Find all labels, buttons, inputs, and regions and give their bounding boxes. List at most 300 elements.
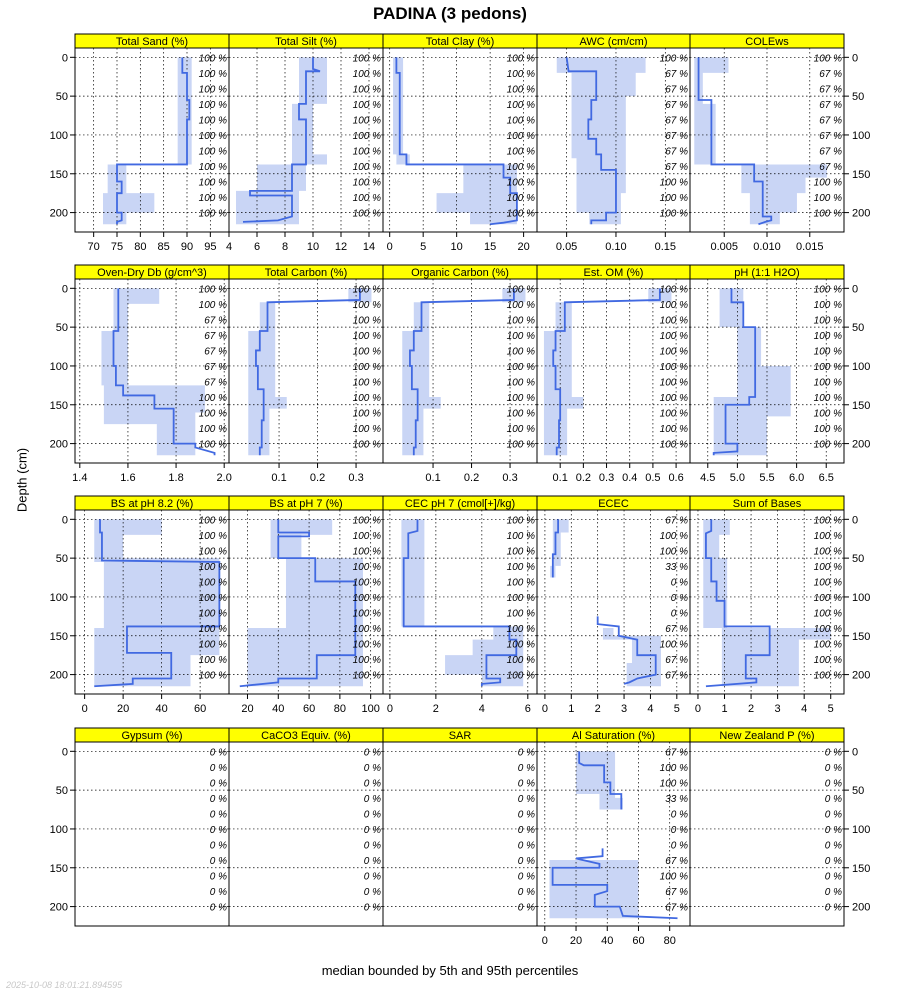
panel-12-pct-label: 100 % xyxy=(506,592,535,604)
panel-9-pct-label: 100 % xyxy=(813,393,842,405)
panel-8-xtick-label: 0.3 xyxy=(598,472,615,484)
panel-10-pct-label: 100 % xyxy=(198,655,227,667)
panel-1-pct-label: 100 % xyxy=(352,162,381,174)
panel-1-pct-label: 100 % xyxy=(352,208,381,220)
panel-5-pct-label: 100 % xyxy=(198,299,227,311)
panel-8-xtick-label: 0.4 xyxy=(622,472,638,484)
panel-3-band xyxy=(557,57,646,224)
panel-7-pct-label: 100 % xyxy=(506,299,535,311)
panel-5-xtick-label: 2.0 xyxy=(216,472,232,484)
panel-8-band xyxy=(544,288,672,455)
panel-9-ytick-right-label: 100 xyxy=(852,360,871,373)
panel-3-strip-label: AWC (cm/cm) xyxy=(579,36,648,48)
panel-4-pct-label: 67 % xyxy=(819,115,842,127)
panel-14-xtick-label: 4 xyxy=(801,703,808,715)
panel-0-pct-label: 100 % xyxy=(198,130,227,142)
panel-12-xtick-label: 6 xyxy=(524,703,531,715)
panel-13-pct-label: 67 % xyxy=(665,624,688,636)
panel-9-pct-label: 100 % xyxy=(813,377,842,389)
panel-3-pct-label: 67 % xyxy=(665,115,688,127)
panel-18-xtick-label: 20 xyxy=(569,935,583,947)
panel-14-strip-label: Sum of Bases xyxy=(732,498,802,510)
panel-3-xtick-label: 0.15 xyxy=(654,241,677,253)
panel-18-pct-label: 67 % xyxy=(665,856,688,868)
panel-13-band-2 xyxy=(603,628,661,686)
panel-11-pct-label: 100 % xyxy=(352,561,381,573)
panel-12-pct-label: 100 % xyxy=(506,624,535,636)
panel-9-pct-label: 100 % xyxy=(813,284,842,296)
panel-13-pct-label: 100 % xyxy=(659,639,688,651)
panel-7-xtick-label: 0.1 xyxy=(425,472,441,484)
panel-13-xtick-label: 1 xyxy=(568,703,575,715)
panel-6-xtick-label: 0.3 xyxy=(348,472,364,484)
panel-10-strip-label: BS at pH 8.2 (%) xyxy=(110,498,194,510)
panel-0-xtick-label: 90 xyxy=(180,241,194,253)
panel-12-pct-label: 100 % xyxy=(506,639,535,651)
panel-9-xtick-label: 5.5 xyxy=(759,472,775,484)
panel-15-pct-label: 0 % xyxy=(209,840,227,852)
panel-9-xtick-label: 6.5 xyxy=(818,472,834,484)
panel-6-pct-label: 100 % xyxy=(352,315,381,327)
panel-0-ytick-label: 50 xyxy=(55,91,68,104)
panel-4-pct-label: 100 % xyxy=(813,208,842,220)
panel-16-pct-label: 0 % xyxy=(363,793,381,805)
panel-10-pct-label: 100 % xyxy=(198,546,227,558)
panel-9-pct-label: 100 % xyxy=(813,408,842,420)
panel-17-pct-label: 0 % xyxy=(517,747,535,759)
panel-10-xtick-label: 20 xyxy=(117,703,130,715)
panel-12-pct-label: 100 % xyxy=(506,530,535,542)
panel-14-ytick-right-label: 150 xyxy=(852,630,871,643)
panel-13-xtick-label: 3 xyxy=(620,703,628,715)
panel-10-pct-label: 100 % xyxy=(198,561,227,573)
panel-15-ytick-label: 200 xyxy=(49,901,68,914)
panel-10-pct-label: 100 % xyxy=(198,530,227,542)
panel-12-strip-label: CEC pH 7 (cmol[+]/kg) xyxy=(404,498,516,510)
panel-13-pct-label: 0 % xyxy=(670,592,688,604)
panel-0-strip-label: Total Sand (%) xyxy=(115,36,189,48)
panel-9-strip-label: pH (1:1 H2O) xyxy=(734,267,800,279)
panel-18-pct-label: 67 % xyxy=(665,902,688,914)
panel-19-pct-label: 0 % xyxy=(824,762,842,774)
panel-0-pct-label: 100 % xyxy=(198,146,227,158)
panel-18-pct-label: 33 % xyxy=(665,793,688,805)
panel-10-xtick-label: 60 xyxy=(194,703,207,715)
panel-14-ytick-right-label: 50 xyxy=(852,553,865,566)
panel-0-ytick-label: 200 xyxy=(49,207,68,220)
panel-4-pct-label: 100 % xyxy=(813,193,842,205)
panel-18-pct-label: 100 % xyxy=(659,871,688,883)
panel-18-xtick-label: 40 xyxy=(601,935,614,947)
panel-5-ytick-label: 150 xyxy=(49,399,68,412)
panel-8-xtick-label: 0.1 xyxy=(552,472,568,484)
panel-4-pct-label: 67 % xyxy=(819,68,842,80)
panel-15-frame xyxy=(75,742,229,926)
panel-9-xtick-label: 5.0 xyxy=(729,472,746,484)
panel-17-pct-label: 0 % xyxy=(517,793,535,805)
panel-19-pct-label: 0 % xyxy=(824,902,842,914)
panel-8-strip-label: Est. OM (%) xyxy=(583,267,644,279)
panel-19-pct-label: 0 % xyxy=(824,856,842,868)
panel-14-pct-label: 100 % xyxy=(813,624,842,636)
panel-10-ytick-label: 100 xyxy=(49,591,68,604)
panel-5-strip-label: Oven-Dry Db (g/cm^3) xyxy=(97,267,207,279)
panel-5-pct-label: 67 % xyxy=(204,346,227,358)
panel-18-pct-label: 0 % xyxy=(670,840,688,852)
panel-13-pct-label: 67 % xyxy=(665,515,688,527)
panel-11-pct-label: 100 % xyxy=(352,515,381,527)
panel-5-xtick-label: 1.6 xyxy=(120,472,136,484)
panel-0-xtick-label: 75 xyxy=(110,241,124,253)
panel-14-ytick-right-label: 100 xyxy=(852,591,871,604)
panel-16-frame xyxy=(229,742,383,926)
panel-14-xtick-label: 0 xyxy=(694,703,702,715)
panel-11-pct-label: 100 % xyxy=(352,577,381,589)
panel-19-ytick-right-label: 100 xyxy=(852,823,871,836)
panel-13-strip-label: ECEC xyxy=(598,498,629,510)
panel-2-pct-label: 100 % xyxy=(506,68,535,80)
panel-4-pct-label: 67 % xyxy=(819,84,842,96)
panel-0-pct-label: 100 % xyxy=(198,162,227,174)
panel-19-pct-label: 0 % xyxy=(824,778,842,790)
panel-1-pct-label: 100 % xyxy=(352,84,381,96)
panel-15-pct-label: 0 % xyxy=(209,871,227,883)
panel-12-pct-label: 100 % xyxy=(506,546,535,558)
panel-11-xtick-label: 60 xyxy=(302,703,316,715)
panel-1-pct-label: 100 % xyxy=(352,115,381,127)
panel-9-pct-label: 100 % xyxy=(813,299,842,311)
panel-4-ytick-right-label: 150 xyxy=(852,168,871,181)
panel-12-pct-label: 100 % xyxy=(506,577,535,589)
panel-10-pct-label: 100 % xyxy=(198,577,227,589)
panel-11-pct-label: 100 % xyxy=(352,546,381,558)
panel-14-pct-label: 100 % xyxy=(813,561,842,573)
panel-11-xtick-label: 80 xyxy=(333,703,347,715)
panel-14-pct-label: 100 % xyxy=(813,639,842,651)
panel-14-pct-label: 100 % xyxy=(813,608,842,620)
panel-4-strip-label: COLEws xyxy=(745,36,789,48)
panel-9-ytick-right-label: 50 xyxy=(852,322,865,335)
panel-16-pct-label: 0 % xyxy=(363,778,381,790)
panel-14-ytick-right-label: 0 xyxy=(852,514,859,527)
panel-7-pct-label: 100 % xyxy=(506,377,535,389)
panel-5-band xyxy=(101,288,204,455)
panel-11-pct-label: 100 % xyxy=(352,624,381,636)
panel-2-strip-label: Total Clay (%) xyxy=(425,36,495,48)
panel-19-pct-label: 0 % xyxy=(824,809,842,821)
panel-10-pct-label: 100 % xyxy=(198,670,227,682)
panel-18-pct-label: 100 % xyxy=(659,778,688,790)
panel-17-pct-label: 0 % xyxy=(517,887,535,899)
panel-0-xtick-label: 85 xyxy=(157,241,170,253)
panel-8-pct-label: 100 % xyxy=(659,361,688,373)
panel-7-xtick-label: 0.3 xyxy=(502,472,518,484)
panel-0-pct-label: 100 % xyxy=(198,177,227,189)
panel-12-band xyxy=(401,519,523,686)
panel-9-ytick-right-label: 0 xyxy=(852,283,859,296)
panel-4-pct-label: 67 % xyxy=(819,146,842,158)
panel-7-strip-label: Organic Carbon (%) xyxy=(411,267,509,279)
panel-0-pct-label: 100 % xyxy=(198,53,227,65)
panel-6-pct-label: 100 % xyxy=(352,299,381,311)
panel-5-xtick-label: 1.4 xyxy=(72,472,88,484)
panel-7-xtick-label: 0.2 xyxy=(463,472,480,484)
panel-12-pct-label: 100 % xyxy=(506,561,535,573)
panel-5-pct-label: 67 % xyxy=(204,377,227,389)
panel-1-pct-label: 100 % xyxy=(352,99,381,111)
panel-15-strip-label: Gypsum (%) xyxy=(121,730,183,742)
panel-2-pct-label: 100 % xyxy=(506,208,535,220)
panel-7-pct-label: 100 % xyxy=(506,346,535,358)
panel-3-pct-label: 67 % xyxy=(665,162,688,174)
panel-9-pct-label: 100 % xyxy=(813,346,842,358)
panel-2-pct-label: 100 % xyxy=(506,84,535,96)
panel-6-pct-label: 100 % xyxy=(352,439,381,451)
y-axis-label: Depth (cm) xyxy=(14,447,30,513)
panel-5-pct-label: 67 % xyxy=(204,361,227,373)
panel-7-pct-label: 100 % xyxy=(506,315,535,327)
panel-12-pct-label: 100 % xyxy=(506,670,535,682)
panel-18-xtick-label: 80 xyxy=(663,935,676,947)
panel-18-band xyxy=(576,751,623,809)
panel-15-ytick-label: 100 xyxy=(49,823,68,836)
timestamp: 2025-10-08 18:01:21.894595 xyxy=(6,980,123,990)
panel-16-pct-label: 0 % xyxy=(363,747,381,759)
panel-14-pct-label: 100 % xyxy=(813,655,842,667)
panel-14-xtick-label: 2 xyxy=(748,703,755,715)
panel-4-ytick-right-label: 100 xyxy=(852,129,871,142)
panel-7-pct-label: 100 % xyxy=(506,424,535,436)
panel-19-pct-label: 0 % xyxy=(824,747,842,759)
panel-3-pct-label: 100 % xyxy=(659,177,688,189)
panel-17-pct-label: 0 % xyxy=(517,840,535,852)
panel-7-pct-label: 100 % xyxy=(506,408,535,420)
panel-16-pct-label: 0 % xyxy=(363,887,381,899)
panel-13-pct-label: 33 % xyxy=(665,561,688,573)
panel-9-ytick-right-label: 200 xyxy=(852,438,871,451)
panel-13-xtick-label: 2 xyxy=(594,703,601,715)
panel-8-pct-label: 100 % xyxy=(659,408,688,420)
panel-1-pct-label: 100 % xyxy=(352,177,381,189)
panel-8-pct-label: 100 % xyxy=(659,424,688,436)
panel-5-pct-label: 67 % xyxy=(204,330,227,342)
panel-9-xtick-label: 4.5 xyxy=(700,472,716,484)
panel-14-pct-label: 100 % xyxy=(813,592,842,604)
panel-8-xtick-label: 0.6 xyxy=(668,472,684,484)
panel-15-pct-label: 0 % xyxy=(209,809,227,821)
panel-4-xtick-label: 0.005 xyxy=(710,241,738,253)
panel-19-ytick-right-label: 0 xyxy=(852,746,859,759)
panel-17-pct-label: 0 % xyxy=(517,809,535,821)
panel-3-pct-label: 100 % xyxy=(659,193,688,205)
panel-0-pct-label: 100 % xyxy=(198,193,227,205)
panel-2-xtick-label: 5 xyxy=(420,241,427,253)
panel-10-pct-label: 100 % xyxy=(198,592,227,604)
panel-13-pct-label: 100 % xyxy=(659,546,688,558)
panel-14-band xyxy=(703,519,830,686)
panel-8-xtick-label: 0.5 xyxy=(645,472,661,484)
panel-14-pct-label: 100 % xyxy=(813,546,842,558)
panel-18-pct-label: 0 % xyxy=(670,824,688,836)
panel-14-ytick-right-label: 200 xyxy=(852,669,871,682)
panel-18-pct-label: 0 % xyxy=(670,809,688,821)
panel-0-pct-label: 100 % xyxy=(198,84,227,96)
panel-7-pct-label: 100 % xyxy=(506,284,535,296)
panel-16-pct-label: 0 % xyxy=(363,840,381,852)
panel-6-pct-label: 100 % xyxy=(352,330,381,342)
panel-2-xtick-label: 10 xyxy=(450,241,463,253)
panel-16-pct-label: 0 % xyxy=(363,762,381,774)
panel-1-strip-label: Total Silt (%) xyxy=(275,36,337,48)
panel-13-xtick-label: 0 xyxy=(541,703,548,715)
panel-5-pct-label: 67 % xyxy=(204,315,227,327)
panel-15-pct-label: 0 % xyxy=(209,762,227,774)
panel-2-pct-label: 100 % xyxy=(506,162,535,174)
panel-15-pct-label: 0 % xyxy=(209,902,227,914)
panel-18-xtick-label: 0 xyxy=(541,935,548,947)
panel-1-xtick-label: 6 xyxy=(253,241,261,253)
panel-9-pct-label: 100 % xyxy=(813,361,842,373)
panel-9-pct-label: 100 % xyxy=(813,330,842,342)
panel-18-band-2 xyxy=(549,860,638,918)
panel-3-pct-label: 100 % xyxy=(659,208,688,220)
panel-14-xtick-label: 5 xyxy=(827,703,834,715)
panel-6-pct-label: 100 % xyxy=(352,424,381,436)
panel-9-xtick-label: 6.0 xyxy=(788,472,805,484)
panel-13-pct-label: 67 % xyxy=(665,655,688,667)
panel-2-pct-label: 100 % xyxy=(506,177,535,189)
panel-13-pct-label: 67 % xyxy=(665,670,688,682)
panel-2-pct-label: 100 % xyxy=(506,146,535,158)
panel-14-pct-label: 100 % xyxy=(813,577,842,589)
panel-4-pct-label: 67 % xyxy=(819,162,842,174)
panel-0-ytick-label: 150 xyxy=(49,168,68,181)
panel-0-pct-label: 100 % xyxy=(198,208,227,220)
panel-2-xtick-label: 15 xyxy=(484,241,497,253)
panel-15-pct-label: 0 % xyxy=(209,856,227,868)
panel-19-ytick-right-label: 150 xyxy=(852,862,871,875)
panel-3-pct-label: 67 % xyxy=(665,130,688,142)
panel-6-pct-label: 100 % xyxy=(352,408,381,420)
panel-5-ytick-label: 100 xyxy=(49,360,68,373)
panel-1-pct-label: 100 % xyxy=(352,53,381,65)
panel-17-frame xyxy=(383,742,537,926)
panel-16-pct-label: 0 % xyxy=(363,809,381,821)
panel-14-pct-label: 100 % xyxy=(813,670,842,682)
panel-13-pct-label: 100 % xyxy=(659,530,688,542)
panel-12-xtick-label: 2 xyxy=(432,703,439,715)
panel-9-pct-label: 100 % xyxy=(813,315,842,327)
panel-1-xtick-label: 12 xyxy=(334,241,348,253)
panel-17-pct-label: 0 % xyxy=(517,902,535,914)
panel-1-xtick-label: 4 xyxy=(225,241,233,253)
panel-8-pct-label: 100 % xyxy=(659,377,688,389)
panel-14-pct-label: 100 % xyxy=(813,515,842,527)
panel-8-pct-label: 100 % xyxy=(659,284,688,296)
panel-19-pct-label: 0 % xyxy=(824,887,842,899)
panel-11-pct-label: 100 % xyxy=(352,608,381,620)
panel-8-pct-label: 100 % xyxy=(659,346,688,358)
panel-3-pct-label: 67 % xyxy=(665,84,688,96)
panel-19-ytick-right-label: 200 xyxy=(852,901,871,914)
panel-0-pct-label: 100 % xyxy=(198,99,227,111)
panel-8-xtick-label: 0.2 xyxy=(575,472,592,484)
panel-9-ytick-right-label: 150 xyxy=(852,399,871,412)
panel-3-pct-label: 67 % xyxy=(665,68,688,80)
panel-6-pct-label: 100 % xyxy=(352,377,381,389)
panel-18-pct-label: 67 % xyxy=(665,887,688,899)
panel-16-pct-label: 0 % xyxy=(363,856,381,868)
panel-9-pct-label: 100 % xyxy=(813,424,842,436)
panel-11-strip-label: BS at pH 7 (%) xyxy=(269,498,343,510)
panel-15-ytick-label: 0 xyxy=(61,746,68,759)
panel-5-pct-label: 100 % xyxy=(198,284,227,296)
panel-11-xtick-label: 100 xyxy=(361,703,380,715)
panel-4-band xyxy=(694,57,827,224)
panel-7-pct-label: 100 % xyxy=(506,439,535,451)
panel-6-pct-label: 100 % xyxy=(352,346,381,358)
panel-16-pct-label: 0 % xyxy=(363,902,381,914)
panel-10-ytick-label: 0 xyxy=(61,514,68,527)
panel-10-xtick-label: 0 xyxy=(81,703,88,715)
panel-3-pct-label: 67 % xyxy=(665,99,688,111)
panel-1-xtick-label: 14 xyxy=(362,241,376,253)
panel-19-ytick-right-label: 50 xyxy=(852,785,865,798)
panel-16-pct-label: 0 % xyxy=(363,824,381,836)
panel-12-pct-label: 100 % xyxy=(506,655,535,667)
panel-11-pct-label: 100 % xyxy=(352,592,381,604)
panel-4-pct-label: 67 % xyxy=(819,99,842,111)
panel-5-ytick-label: 0 xyxy=(61,283,68,296)
panel-18-pct-label: 100 % xyxy=(659,762,688,774)
panel-17-pct-label: 0 % xyxy=(517,871,535,883)
panel-11-xtick-label: 20 xyxy=(241,703,254,715)
panel-11-pct-label: 100 % xyxy=(352,530,381,542)
panel-8-pct-label: 100 % xyxy=(659,439,688,451)
panel-4-pct-label: 100 % xyxy=(813,177,842,189)
panel-13-pct-label: 0 % xyxy=(670,608,688,620)
panel-10-ytick-label: 50 xyxy=(55,553,68,566)
x-axis-label: median bounded by 5th and 95th percentiles xyxy=(321,963,579,978)
panel-19-pct-label: 0 % xyxy=(824,824,842,836)
panel-17-strip-label: SAR xyxy=(448,730,472,742)
panel-16-pct-label: 0 % xyxy=(363,871,381,883)
panel-0-xtick-label: 80 xyxy=(134,241,147,253)
panel-1-pct-label: 100 % xyxy=(352,193,381,205)
panel-6-pct-label: 100 % xyxy=(352,393,381,405)
panel-8-pct-label: 100 % xyxy=(659,330,688,342)
panel-6-strip-label: Total Carbon (%) xyxy=(264,267,348,279)
panel-15-pct-label: 0 % xyxy=(209,747,227,759)
panel-18-strip-label: Al Saturation (%) xyxy=(571,730,656,742)
panel-19-pct-label: 0 % xyxy=(824,871,842,883)
panel-14-xtick-label: 1 xyxy=(721,703,728,715)
panel-19-frame xyxy=(690,742,844,926)
panel-10-pct-label: 100 % xyxy=(198,608,227,620)
panel-7-pct-label: 100 % xyxy=(506,393,535,405)
panel-12-pct-label: 100 % xyxy=(506,608,535,620)
panel-0-ytick-label: 100 xyxy=(49,129,68,142)
panel-10-pct-label: 100 % xyxy=(198,624,227,636)
panel-13-xtick-label: 4 xyxy=(647,703,654,715)
panel-4-xtick-label: 0.015 xyxy=(796,241,824,253)
panel-2-pct-label: 100 % xyxy=(506,99,535,111)
panel-5-pct-label: 100 % xyxy=(198,408,227,420)
panel-19-strip-label: New Zealand P (%) xyxy=(719,730,815,742)
panel-15-pct-label: 0 % xyxy=(209,778,227,790)
panel-1-xtick-label: 10 xyxy=(306,241,320,253)
panel-14-xtick-label: 3 xyxy=(774,703,781,715)
